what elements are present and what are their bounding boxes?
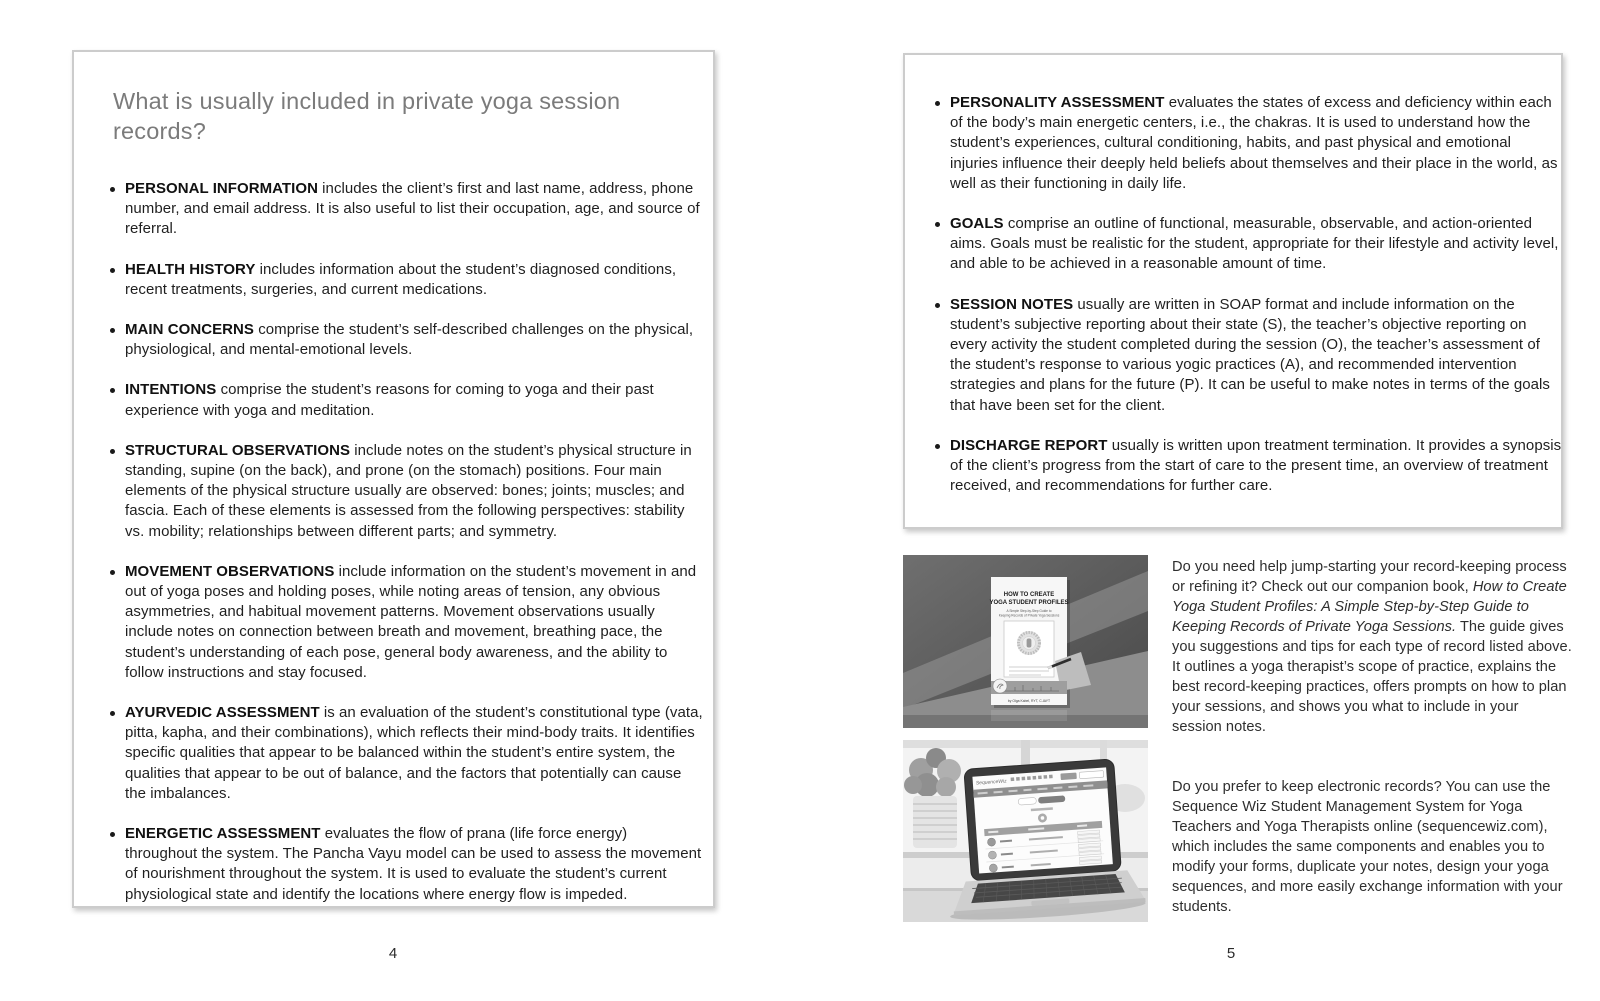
list-item-energetic-assessment — [105, 824, 703, 905]
book-cover-title-line1: HOW TO CREATE — [1003, 592, 1055, 598]
list-text: comprise the student’s self-described challenges on the physical, physiological, and mental-emotional levels. — [125, 321, 694, 359]
record-types-list-right — [905, 93, 1561, 496]
list-text: usually is written upon treatment termination. It provides a synopsis of the client’s progress from the start of care to the present time, an overview of treatment received, and recommendations for further care. — [950, 436, 1562, 495]
list-item-goals — [930, 214, 1562, 275]
list-text: evaluates the states of excess and deficiency within each of the body’s main energetic centers, i.e., the chakras. It is used to understand how the student’s experiences, cultural conditioning, habits, and past physical and emotional injuries influence their deeply held beliefs about themselves and their place in the world, as well as their functioning in daily life. — [950, 94, 1558, 192]
list-item-personality-assessment — [930, 93, 1562, 194]
list-item-session-notes — [930, 295, 1562, 416]
list-item-ayurvedic-assessment — [105, 703, 703, 804]
software-promo-caption — [1172, 777, 1572, 917]
book-cover-subtitle-line1: A Simple Step-by-Step Guide to — [1006, 609, 1052, 613]
screen-brand-wordmark: SequenceWiz — [975, 778, 1007, 787]
list-text: comprise an outline of functional, measurable, observable, and action-oriented aims. Goals must be realistic for the student, appropriate for their lifestyle and activity level, and able to be achieved in a reasonable amount of time. — [950, 215, 1559, 273]
caption-text: Do you prefer to keep electronic records? You can use the Sequence Wiz Student Management System for Yoga Teachers and Yoga Therapists online (sequencewiz.com), which includes the same components and enables you to modify your forms, duplicate your notes, design your yoga sequences, and more easily exchange information with your students. — [1172, 778, 1563, 915]
list-text: comprise the student’s reasons for coming to yoga and their past experience with yoga and meditation. — [125, 381, 654, 419]
list-term: MAIN CONCERNS — [125, 321, 254, 339]
list-item-intentions — [105, 380, 703, 420]
caption-text: Do you need help jump-starting your record-keeping process or refining it? Check out our companion book, — [1172, 558, 1567, 595]
list-text: includes information about the student’s diagnosed conditions, recent treatments, surgeries, and current medications. — [125, 260, 677, 298]
page-number-right: 5 — [1226, 945, 1236, 962]
list-term: GOALS — [950, 215, 1004, 233]
list-text: include notes on the student’s physical structure in standing, supine (on the back), and prone (on the stomach) positions. Four main elements of the physical structure usually are observed: bones; joints; muscles; and fascia. Each of these elements is assessed from the following perspectives: stability vs. mobility; relationships between different parts; and symmetry. — [125, 441, 692, 540]
publisher-logo — [993, 679, 1007, 693]
list-term: DISCHARGE REPORT — [950, 436, 1108, 454]
book-title-italic: How to Create Yoga Student Profiles: A Simple Step-by-Step Guide to Keeping Records of Private Yoga Sessions. — [1172, 578, 1567, 635]
list-item-structural-observations — [105, 441, 703, 542]
list-term: ENERGETIC ASSESSMENT — [125, 825, 321, 843]
book-cover-author: by Olga Kabel, RYT, C-IAYT — [1007, 699, 1051, 703]
list-item-discharge-report — [930, 436, 1562, 497]
list-term: SESSION NOTES — [950, 295, 1074, 313]
right-page — [903, 53, 1563, 529]
page-title: What is usually included in private yoga session records? — [113, 88, 621, 144]
list-term: PERSONAL INFORMATION — [125, 180, 318, 197]
book-promo-caption — [1172, 557, 1572, 737]
list-term: AYURVEDIC ASSESSMENT — [125, 704, 320, 722]
list-item-personal-information — [105, 179, 703, 240]
list-text: is an evaluation of the student’s constitutional type (vata, pitta, kapha, and their combinations), which reflects their mind-body traits. It identifies specific qualities that appear to be balanced within the student’s entire system, the qualities that appear to be out of balance, and the factors that potentially can cause the imbalances. — [125, 704, 703, 802]
list-item-movement-observations — [105, 562, 703, 683]
list-text: include information on the student’s movement in and out of yoga poses and holding poses, while noting areas of tension, any obvious asymmetries, and habitual movement patterns. Movement observations usually include notes on connection between breath and movement, breathing pace, the student’s understanding of each pose, general body awareness, and the ability to follow instructions and stay focused. — [125, 562, 697, 681]
list-text: usually are written in SOAP format and include information on the student’s subjective reporting about their state (S), the teacher’s objective reporting on every activity the student completed during the session (O), the teacher’s assessment of the student’s response to various yogic practices (A), and recommended intervention strategies and plans for the future (P). It can be useful to make notes in terms of the goals that have been set for the client. — [950, 295, 1550, 414]
left-page — [72, 50, 715, 908]
list-text: includes the client’s first and last name, address, phone number, and email address. It is also useful to list their occupation, age, and source of referral. — [125, 180, 700, 238]
record-types-list-left — [74, 179, 713, 905]
page-number-left: 4 — [388, 945, 398, 962]
book-cover-title-line2: YOGA STUDENT PROFILES — [989, 600, 1069, 606]
list-term: HEALTH HISTORY — [125, 260, 256, 278]
list-item-main-concerns — [105, 320, 703, 360]
list-item-health-history — [105, 260, 703, 300]
list-term: INTENTIONS — [125, 381, 217, 399]
list-term: STRUCTURAL OBSERVATIONS — [125, 441, 351, 459]
laptop — [940, 757, 1146, 922]
book-cover-photo — [903, 555, 1148, 728]
list-text: evaluates the flow of prana (life force energy) throughout the system. The Pancha Vayu model can be used to assess the movement of nourishment throughout the system. It is used to evaluate the student’s current physiological state and identify the locations where energy flow is impeded. — [125, 825, 702, 903]
book-cover-subtitle-line2: Keeping Records of Private Yoga Sessions — [998, 613, 1060, 618]
caption-text: The guide gives you suggestions and tips for each type of record listed above. It outlines a yoga therapist’s scope of practice, explains the best record-keeping practices, offers prompts on how to plan your sessions, and shows you what to include in your session notes. — [1172, 618, 1572, 735]
laptop-photo — [903, 740, 1148, 922]
list-term: MOVEMENT OBSERVATIONS — [125, 562, 335, 580]
list-term: PERSONALITY ASSESSMENT — [950, 94, 1165, 111]
